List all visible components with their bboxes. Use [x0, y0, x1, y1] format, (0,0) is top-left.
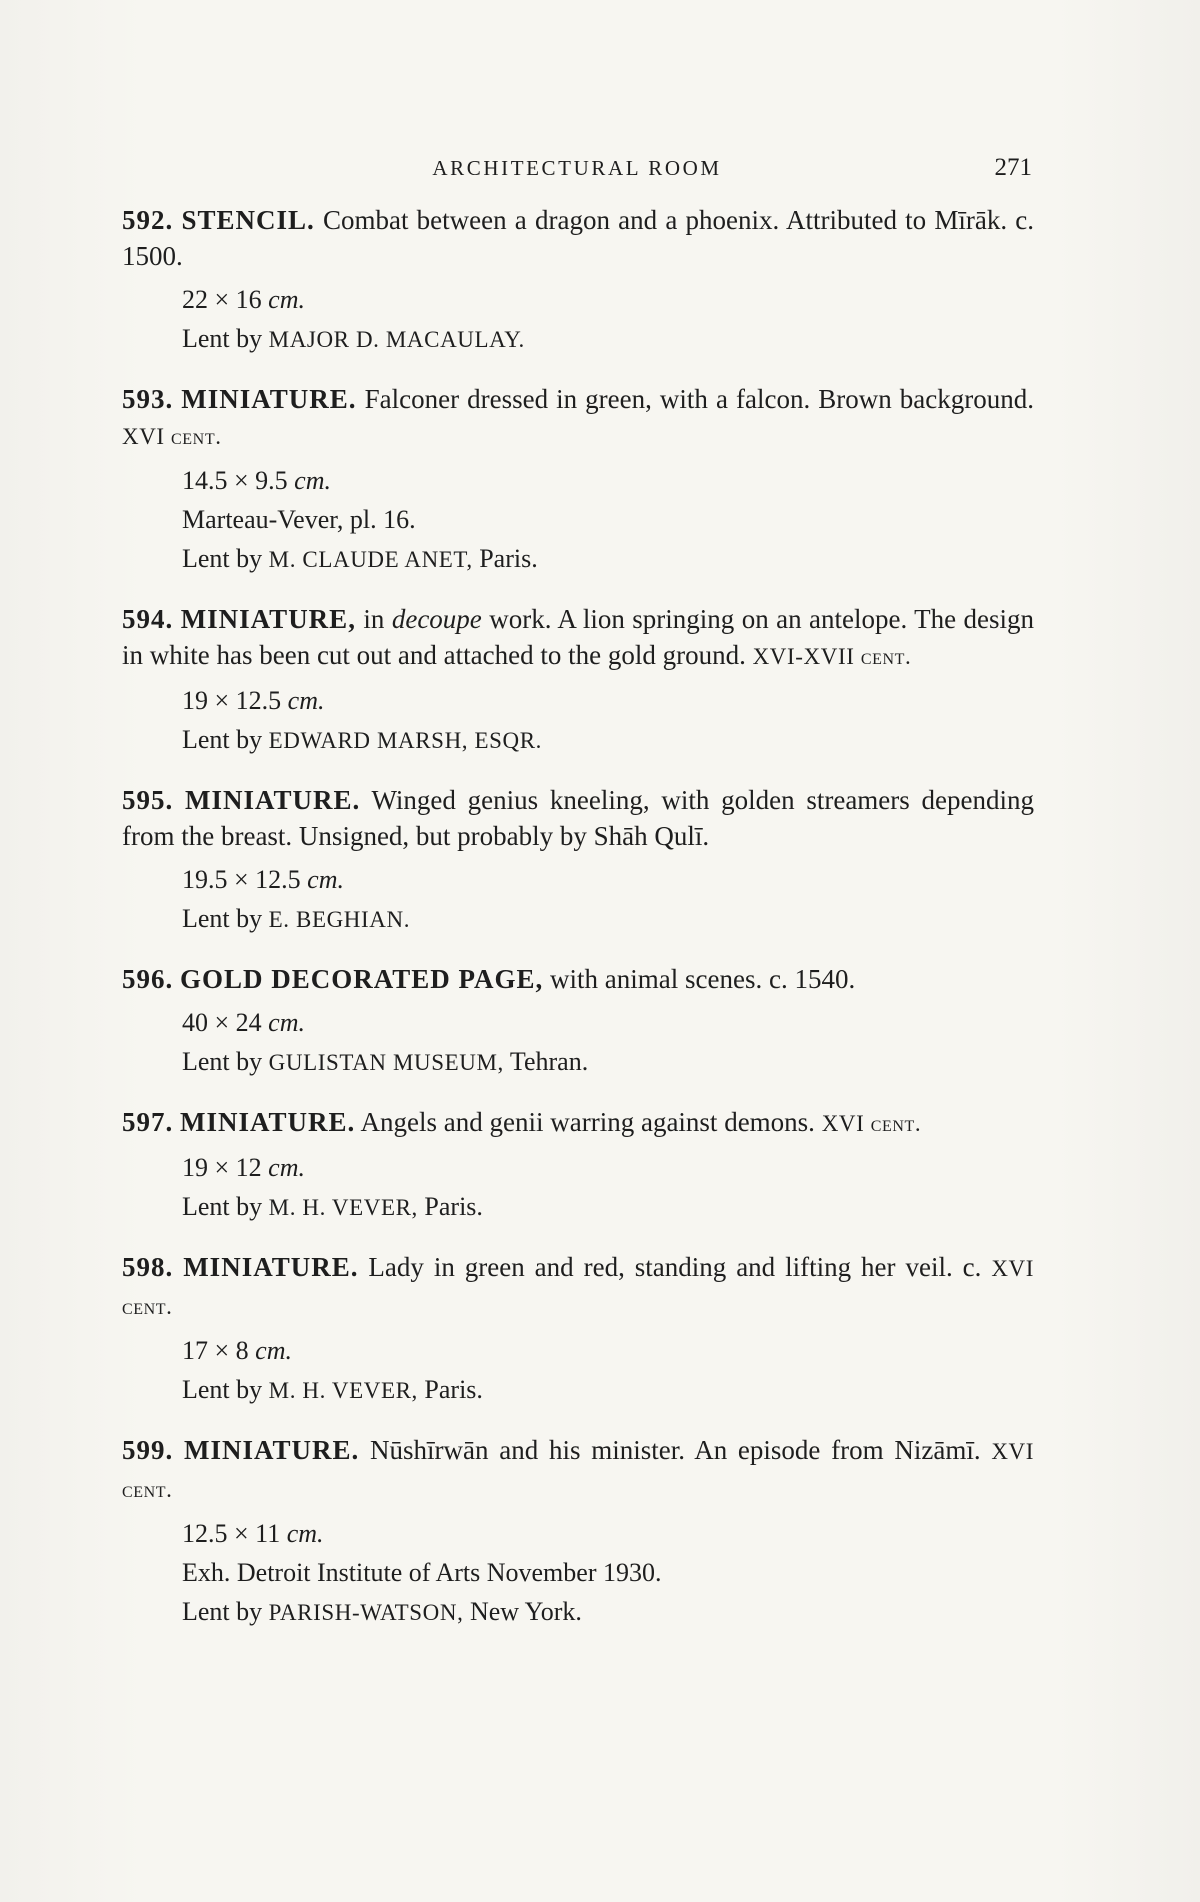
section-title: ARCHITECTURAL ROOM [432, 156, 722, 180]
entry-description [122, 1104, 1034, 1142]
entry-description [122, 202, 1034, 274]
entry-text: work. A lion springing on an antelope. The design in white has been cut out and attached to the gold ground. [122, 604, 1035, 670]
entry-period: XVI cent. [122, 424, 222, 449]
entry-category: STENCIL. [181, 205, 315, 235]
entry-category: MINIATURE, [180, 604, 356, 634]
dimensions-unit: cm. [268, 285, 305, 314]
dimensions-value: 12.5 × 11 [182, 1519, 281, 1548]
entry-period: XVI-XVII cent. [752, 644, 912, 669]
dimensions-value: 17 × 8 [182, 1336, 249, 1365]
entry-description [122, 381, 1034, 455]
entry-category: MINIATURE. [181, 384, 357, 414]
lender-name: EDWARD MARSH, ESQR. [268, 728, 543, 753]
dimensions-value: 22 × 16 [182, 285, 262, 314]
entry-lender [182, 899, 1034, 939]
entry-number: 594. [122, 604, 174, 634]
entry-number: 592. [122, 205, 174, 235]
entry-text: Winged genius kneeling, with golden streamers depending from the breast. Unsigned, but probably by Shāh Qulī. [122, 785, 1035, 851]
dimensions-value: 40 × 24 [182, 1008, 262, 1037]
entry-lender [182, 1370, 1034, 1410]
entry-description [122, 1432, 1034, 1508]
entry-dimensions [182, 860, 1034, 899]
running-header [122, 156, 1032, 192]
entry-text: Falconer dressed in green, with a falcon. Brown background. [364, 384, 1034, 414]
entry-text: with animal scenes. c. 1540. [550, 964, 856, 994]
lender-place: Tehran. [509, 1047, 589, 1076]
lender-name: M. CLAUDE ANET, [268, 547, 473, 572]
dimensions-value: 19 × 12 [182, 1153, 262, 1182]
dimensions-unit: cm. [268, 1153, 305, 1182]
entry-dimensions [182, 1514, 1034, 1553]
lender-prefix: Lent by [182, 544, 263, 573]
lender-name: GULISTAN MUSEUM, [268, 1050, 504, 1075]
catalogue-entry-596 [122, 961, 1034, 1082]
lender-name: PARISH-WATSON, [268, 1600, 464, 1625]
entry-category: MINIATURE. [185, 785, 361, 815]
catalogue-entry-594 [122, 601, 1034, 760]
dimensions-value: 14.5 × 9.5 [182, 466, 288, 495]
entry-category: MINIATURE. [183, 1252, 359, 1282]
lender-prefix: Lent by [182, 324, 263, 353]
dimensions-value: 19 × 12.5 [182, 686, 282, 715]
entry-lender [182, 720, 1034, 760]
entry-number: 593. [122, 384, 174, 414]
lender-prefix: Lent by [182, 904, 263, 933]
dimensions-unit: cm. [286, 1519, 324, 1548]
entry-category: GOLD DECORATED PAGE, [180, 964, 544, 994]
entry-dimensions [182, 1148, 1034, 1187]
entry-preposition: in [363, 604, 385, 634]
entry-number: 595. [122, 785, 174, 815]
entry-dimensions [182, 280, 1034, 319]
entry-dimensions [182, 461, 1034, 500]
entry-category: MINIATURE. [180, 1107, 356, 1137]
lender-place: Paris. [424, 1192, 483, 1221]
lender-name: M. H. VEVER, [268, 1195, 418, 1220]
catalogue-entry-595 [122, 782, 1034, 939]
lender-prefix: Lent by [182, 1192, 263, 1221]
entry-lender [182, 1042, 1034, 1082]
entry-category: MINIATURE. [184, 1435, 360, 1465]
entry-period: XVI cent. [122, 1256, 1035, 1319]
entry-period: XVI cent. [122, 1439, 1035, 1502]
entry-dimensions [182, 1003, 1034, 1042]
dimensions-unit: cm. [255, 1336, 292, 1365]
entry-reference: Marteau-Vever, pl. 16. [182, 505, 416, 534]
entry-text: Lady in green and red, standing and lifting her veil. c. [368, 1252, 982, 1282]
catalogue-entry-598 [122, 1249, 1034, 1410]
entry-lender [182, 319, 1034, 359]
dimensions-unit: cm. [268, 1008, 305, 1037]
lender-prefix: Lent by [182, 1597, 263, 1626]
lender-place: Paris. [424, 1375, 483, 1404]
entry-text: Angels and genii warring against demons. [360, 1107, 815, 1137]
lender-prefix: Lent by [182, 1375, 263, 1404]
lender-name: M. H. VEVER, [268, 1378, 418, 1403]
lender-place: New York. [469, 1597, 582, 1626]
entry-text: Nūshīrwān and his minister. An episode from Nizāmī. [370, 1435, 981, 1465]
entry-lender [182, 539, 1034, 579]
entry-description [122, 1249, 1034, 1325]
catalogue-entries [122, 202, 1034, 1654]
catalogue-entry-599 [122, 1432, 1034, 1632]
entry-number: 598. [122, 1252, 174, 1282]
entry-text: Combat between a dragon and a phoenix. Attributed to Mīrāk. c. 1500. [122, 205, 1035, 271]
dimensions-value: 19.5 × 12.5 [182, 865, 301, 894]
entry-dimensions [182, 681, 1034, 720]
lender-prefix: Lent by [182, 725, 263, 754]
entry-lender [182, 1187, 1034, 1227]
catalogue-entry-593 [122, 381, 1034, 579]
entry-technique: decoupe [391, 604, 482, 634]
catalogue-entry-597 [122, 1104, 1034, 1227]
entry-description [122, 601, 1034, 675]
entry-lender [182, 1592, 1034, 1632]
entry-number: 597. [122, 1107, 174, 1137]
entry-dimensions [182, 1331, 1034, 1370]
entry-period: XVI cent. [821, 1111, 922, 1136]
lender-name: E. BEGHIAN. [268, 907, 411, 932]
catalogue-entry-592 [122, 202, 1034, 359]
lender-place: Paris. [479, 544, 538, 573]
page-number: 271 [994, 154, 1032, 181]
entry-number: 599. [122, 1435, 174, 1465]
lender-name: MAJOR D. MACAULAY. [268, 327, 525, 352]
lender-prefix: Lent by [182, 1047, 263, 1076]
dimensions-unit: cm. [287, 686, 325, 715]
entry-description [122, 961, 1034, 997]
entry-description [122, 782, 1034, 854]
dimensions-unit: cm. [307, 865, 344, 894]
dimensions-unit: cm. [294, 466, 331, 495]
entry-number: 596. [122, 964, 174, 994]
entry-exhibition: Exh. Detroit Institute of Arts November 1930. [182, 1558, 662, 1587]
